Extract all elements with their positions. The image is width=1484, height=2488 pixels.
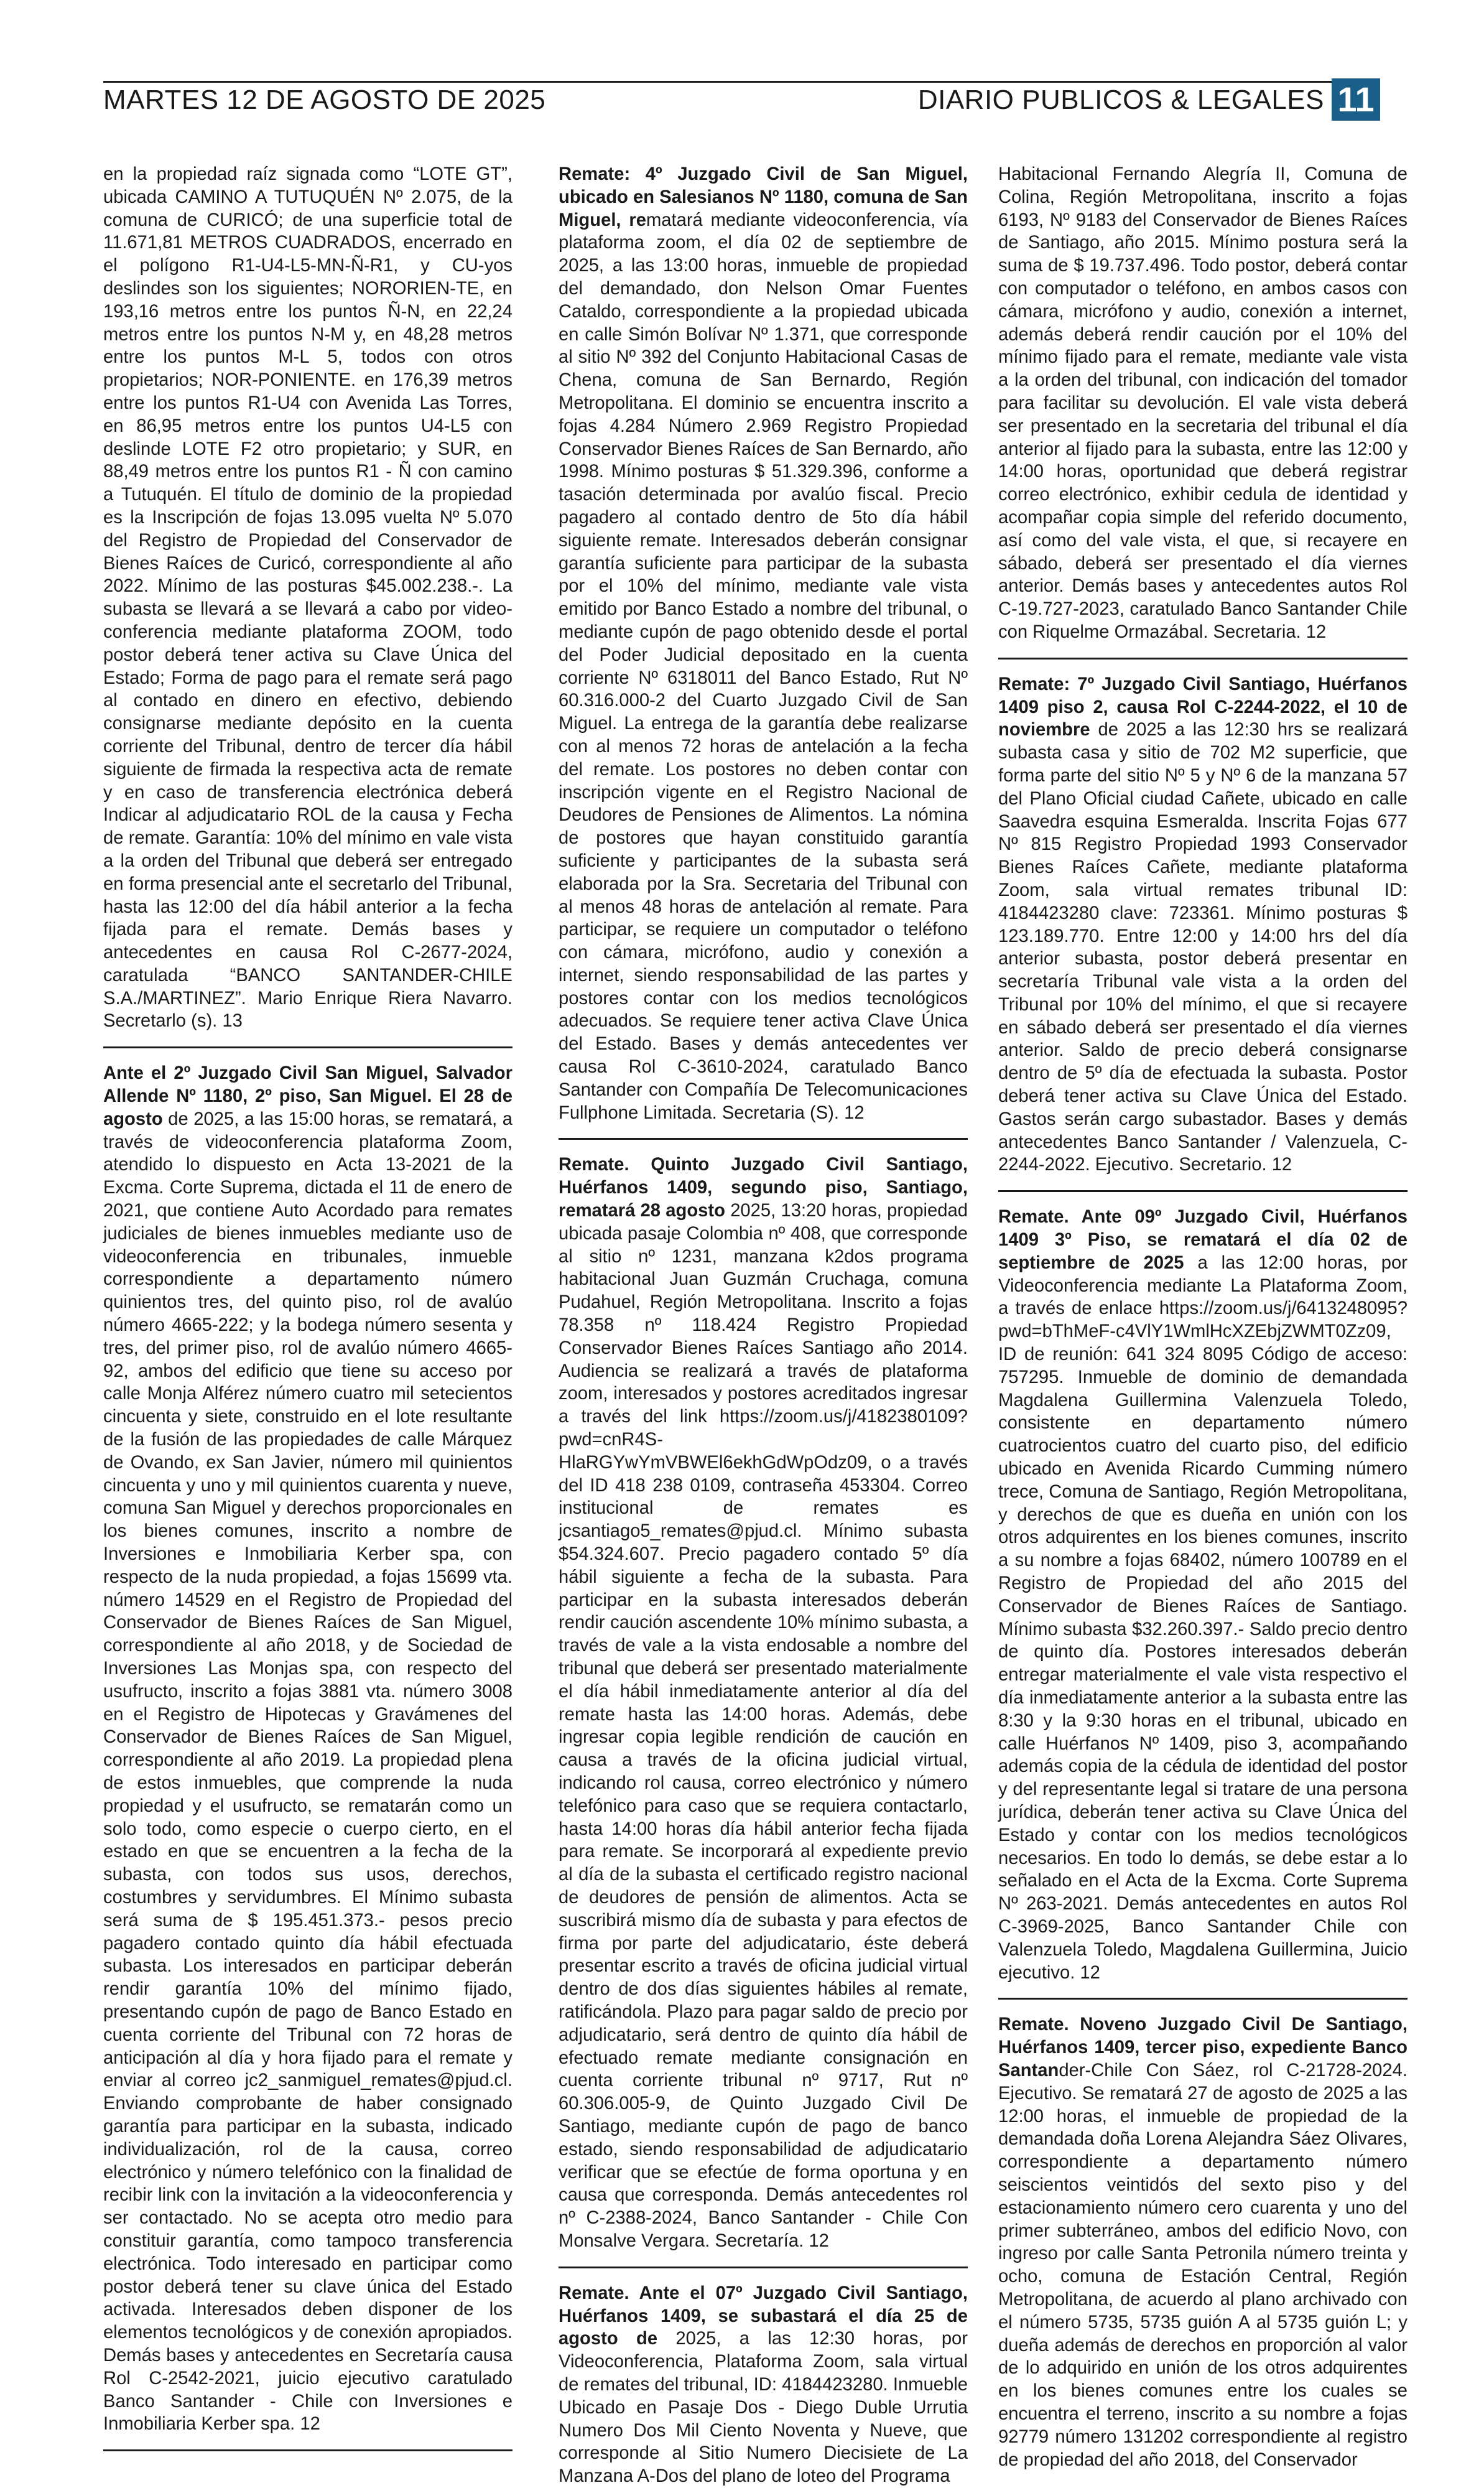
notice-title: Remate: 7º Juzgado Civil Santiago, Huérfanos 1409 piso 2, causa Rol C-2244-2022, el 10 de noviembre (998, 674, 1407, 740)
notice-body: Habitacional Fernando Alegría II, Comuna de Colina, Región Metropolitana, inscrito a fojas 6193, Nº 9183 del Conservador de Bienes Raíces de Santiago, año 2015. Mínimo postura será la suma de $ 19.737.496. Todo postor, deberá contar con computador o teléfono, en ambos casos con cámara, micrófono y audio, conexión a internet, además deberá rendir caución por el 10% del mínimo fijado para el remate, mediante vale vista a la orden del tribunal, con indicación del tomador para facilitar su devolución. El vale vista deberá ser presentado en la secretaria del tribunal el día anterior al fijado para la subasta, entre las 12:00 y 14:00 horas, oportunidad que deberá registrar correo electrónico, exhibir cedula de identidad y acompañar copia simple del referido documento, así como del vale vista, el que, si recayere en sábado, deberá ser presentado el día viernes anterior. Demás bases y antecedentes autos Rol C-19.727-2023, caratulado Banco Santander Chile con Riquelme Ormazábal. Secretaria. 12 (998, 164, 1407, 642)
column-3 (998, 163, 1407, 2471)
notice-body: der-Chile Con Sáez, rol C-21728-2024. Ejecutivo. Se rematará 27 de agosto de 2025 a las 12:00 horas, el inmueble de propiedad de la demandada doña Lorena Alejandra Sáez Olivares, correspondiente a departamento número seiscientos veintidós del sexto piso y del estacionamiento número cero cuarenta y uno del primer subterráneo, ambos del edificio Novo, con ingreso por calle Santa Petronila número treinta y ocho, comuna de Estación Central, Región Metropolitana, de acuerdo al plano archivado con el número 5735, 5735 guión A al 5735 guión L; y dueña además de derechos en proporción al valor de lo adquirido en unión de los otros adquirentes en los bienes comunes entre los cuales se encuentra el terreno, inscrito a su nombre a fojas 92779 número 131202 correspondiente al registro de propiedad del año 2018, del Conservador (998, 2060, 1407, 2470)
page-header (103, 78, 1380, 121)
notice-body: 2025, a las 12:30 horas, por Videoconferencia, Plataforma Zoom, sala virtual de remates del tribunal, ID: 4184423280. Inmueble Ubicado en Pasaje Dos - Diego Duble Urrutia Numero Dos Mil Ciento Noventa y Nueve, que corresponde al Sitio Numero Diecisiete de La Manzana A-Dos del plano de loteo del Programa (559, 2329, 968, 2487)
notice (998, 2013, 1407, 2471)
page-number-badge: 11 (1332, 78, 1380, 121)
column-2 (559, 163, 968, 2488)
notice-body: 2025, 13:20 horas, propiedad ubicada pasaje Colombia nº 408, que corresponde al sitio nº 1231, manzana k2dos programa habitacional Juan Guzmán Cruchaga, comuna Pudahuel, Región Metropolitana. Inscrito a fojas 78.358 nº 118.424 Registro Propiedad Conservador Bienes Raíces Santiago año 2014. Audiencia se realizará a través de plataforma zoom, interesados y postores acreditados ingresar a través del link https://zoom.us/j/4182380109?pwd=cnR4S-HlaRGYwYmVBWEl6ekhGdWpOdz09, o a través del ID 418 238 0109, contraseña 453304. Correo institucional de remates es jcsantiago5_remates@pjud.cl. Mínimo subasta $54.324.607. Precio pagadero contado 5º día hábil siguiente a fecha de la subasta. Para participar en la subasta interesados deberán rendir caución ascendente 10% mínimo subasta, a través de vale a la vista endosable a nombre del tribunal que deberá ser presentado materialmente el día hábil inmediatamente anterior al día del remate hasta las 14:00 horas. Además, debe ingresar copia legible rendición de caución en causa a través de la oficina judicial virtual, indicando rol causa, correo electrónico y número telefónico para caso que se requiera contactarlo, hasta 14:00 horas día hábil anterior fecha fijada para remate. Se incorporará al expediente previo al día de la subasta el certificado registro nacional de deudores de pensión de alimentos. Acta se suscribirá mismo día de subasta y para efectos de firma por parte del adjudicatario, éste deberá presentar escrito a través de oficina judicial virtual dentro de dos días siguientes hábiles al remate, ratificándola. Plazo para pagar saldo de precio por adjudicatario, será dentro de quinto día hábil de efectuado remate mediante consignación en cuenta corriente tribunal nº 9717, Rut nº 60.306.005-9, de Quinto Juzgado Civil De Santiago, mediante cupón de pago de banco estado, siendo responsabilidad de adjudicatario verificar que se efectúe de forma oportuna y en causa que corresponda. Demás antecedentes rol nº C-2388-2024, Banco Santander - Chile Con Monsalve Vergara. Secretaría. 12 (559, 1201, 968, 2251)
notice (998, 673, 1407, 1177)
notice-divider (998, 658, 1407, 659)
notice-divider (103, 1046, 512, 1048)
notice-body: a las 12:00 horas, por Videoconferencia mediante La Plataforma Zoom, a través de enlace https://zoom.us/j/6413248095?pwd=bThMeF-c4VlY1WmlHcXZEbjZWMT0Zz09, ID de reunión: 641 324 8095 Código de acceso: 757295. Inmueble de dominio de demandada Magdalena Guillermina Valenzuela Toledo, consistente en departamento número cuatrocientos cuatro del cuarto piso, del edificio ubicado en Avenida Ricardo Cumming número trece, Comuna de Santiago, Región Metropolitana, y derechos de que es dueña en unión con los otros adquirentes en los bienes comunes, inscrito a su nombre a fojas 68402, número 100789 en el Registro de Propiedad del año 2015 del Conservador de Bienes Raíces de Santiago. Mínimo subasta $32.260.397.- Saldo precio dentro de quinto día. Postores interesados deberán entregar materialmente el vale vista respectivo el día inmediatamente anterior a la subasta entre las 8:30 y la 9:30 horas en el tribunal, ubicado en calle Huérfanos Nº 1409, piso 3, acompañando además copia de la cédula de identidad del postor y del representante legal si tratare de una persona jurídica, deberán tener activa su Clave Única del Estado y contar con los medios tecnológicos necesarios. En todo lo demás, se debe estar a lo señalado en el Acta de la Excma. Corte Suprema Nº 263-2021. Demás antecedentes en autos Rol C-3969-2025, Banco Santander Chile con Valenzuela Toledo, Magdalena Guillermina, Juicio ejecutivo. 12 (998, 1252, 1407, 1983)
header-section-title: DIARIO PUBLICOS & LEGALES (917, 85, 1324, 115)
notice-title: Remate. Ante 09º Juzgado Civil, Huérfanos 1409 3º Piso, se rematará el día 02 de septiembre de 2025 (998, 1207, 1407, 1273)
notice-divider (998, 1998, 1407, 2000)
notice (998, 1206, 1407, 1984)
notice-title: Remate: 4º Juzgado Civil de San Miguel, ubicado en Salesianos Nº 1180, comuna de San Miguel, re (559, 164, 968, 230)
notice (998, 163, 1407, 644)
notice-divider (559, 1138, 968, 1140)
notice (559, 1153, 968, 2252)
header-date: MARTES 12 DE AGOSTO DE 2025 (103, 85, 546, 115)
notice-body: de 2025, a las 15:00 horas, se rematará, a través de videoconferencia plataforma Zoom, atendido lo dispuesto en Acta 13-2021 de la Excma. Corte Suprema, dictada el 11 de enero de 2021, que contiene Auto Acordado para remates judiciales de bienes inmuebles mediante uso de videoconferencia en tribunales, inmueble correspondiente a departamento número quinientos tres, del quinto piso, rol de avalúo número 4665-222; y la bodega número sesenta y tres, del primer piso, rol de avalúo número 4665-92, ambos del edificio que tiene su acceso por calle Monja Alférez número cuatro mil setecientos cincuenta y siete, construido en el lote resultante de la fusión de las propiedades de calle Márquez de Ovando, ex San Javier, número mil quinientos cincuenta y uno y mil quinientos cuarenta y nueve, comuna San Miguel y derechos proporcionales en los bienes comunes, inscrito a nombre de Inversiones e Inmobiliaria Kerber spa, con respecto de la nuda propiedad, a fojas 15699 vta. número 14529 en el Registro de Propiedad del Conservador de Bienes Raíces de San Miguel, correspondiente al año 2018, y de Sociedad de Inversiones Las Monjas spa, con respecto del usufructo, inscrito a fojas 3881 vta. número 3008 en el Registro de Hipotecas y Gravámenes del Conservador de Bienes Raíces de San Miguel, correspondiente al año 2019. La propiedad plena de estos inmuebles, que comprende la nuda propiedad y el usufructo, se rematarán como un solo todo, como especie o cuerpo cierto, en el estado en que se encuentren a la fecha de la subasta, con todos sus usos, derechos, costumbres y servidumbres. El Mínimo subasta será suma de $ 195.451.373.- pesos precio pagadero contado quinto día hábil efectuada subasta. Los interesados en participar deberán rendir garantía 10% del mínimo fijado, presentando cupón de pago de Banco Estado en cuenta corriente del Tribunal con 72 horas de anticipación al día y hora fijado para el remate y enviar al correo jc2_sanmiguel_remates@pjud.cl. Enviando comprobante de haber consignado garantía para participar en la subasta, indicado individualización, rol de la causa, correo electrónico y número telefónico con la finalidad de recibir link con la invitación a la videoconferencia y ser contactado. No se acepta otro medio para constituir garantía, como tampoco transferencia electrónica. Todo interesado en participar como postor deberá tener su clave única del Estado activada. Interesados deben disponer de los elementos tecnológicos y de conexión apropiados. Demás bases y antecedentes en Secretaría causa Rol C-2542-2021, juicio ejecutivo caratulado Banco Santander - Chile con Inversiones e Inmobiliaria Kerber spa. 12 (103, 1109, 512, 2434)
notice (103, 1062, 512, 2436)
notice-title: Ante el 2º Juzgado Civil San Miguel, Salvador Allende Nº 1180, 2º piso, San Miguel. El 28 de agosto (103, 1063, 512, 1129)
notice-title: Remate. Noveno Juzgado Civil De Santiago, Huérfanos 1409, tercer piso, expediente Banco Santan (998, 2015, 1407, 2080)
notice (559, 2282, 968, 2488)
notice-divider (998, 1190, 1407, 1192)
column-1 (103, 163, 512, 2465)
notice (103, 163, 512, 1033)
notice-title: Remate. Quinto Juzgado Civil Santiago, Huérfanos 1409, segundo piso, Santiago, rematará 28 agosto (559, 1155, 968, 1221)
notice-divider (103, 2449, 512, 2451)
notice-title: Remate. Ante el 07º Juzgado Civil Santiago, Huérfanos 1409, se subastará el día 25 de agosto de (559, 2283, 968, 2349)
notice-body: matará mediante videoconferencia, vía plataforma zoom, el día 02 de septiembre de 2025, a las 13:00 horas, inmueble de propiedad del demandado, don Nelson Omar Fuentes Cataldo, correspondiente a la propiedad ubicada en calle Simón Bolívar Nº 1.371, que corresponde al sitio Nº 392 del Conjunto Habitacional Casas de Chena, comuna de San Bernardo, Región Metropolitana. El dominio se encuentra inscrito a fojas 4.284 Número 2.969 Registro Propiedad Conservador Bienes Raíces de San Bernardo, año 1998. Mínimo posturas $ 51.329.396, conforme a tasación determinada por avalúo fiscal. Precio pagadero al contado dentro de 5to día hábil siguiente remate. Interesados deberán consignar garantía suficiente para participar de la subasta por el 10% del mínimo, mediante vale vista emitido por Banco Estado a nombre del tribunal, o mediante cupón de pago obtenido desde el portal del Poder Judicial depositado en la cuenta corriente Nº 6318011 del Banco Estado, Rut Nº 60.316.000-2 del Cuarto Juzgado Civil de San Miguel. La entrega de la garantía debe realizarse con al menos 72 horas de antelación a la fecha del remate. Los postores no deben contar con inscripción vigente en el Registro Nacional de Deudores de Pensiones de Alimentos. La nómina de postores que hayan constituido garantía suficiente y participantes de la subasta será elaborada por la Sra. Secretaria del Tribunal con al menos 48 horas de antelación al remate. Para participar, se requiere un computador o teléfono con cámara, micrófono, audio y conexión a internet, siendo responsabilidad de las partes y postores contar con los medios tecnológicos adecuados. Se requiere tener activa Clave Única del Estado. Bases y demás antecedentes ver causa Rol C-3610-2024, caratulado Banco Santander con Compañía De Telecomunicaciones Fullphone Limitada. Secretaria (S). 12 (559, 210, 968, 1123)
notice (559, 163, 968, 1124)
notice-body: en la propiedad raíz signada como “LOTE GT”, ubicada CAMINO A TUTUQUÉN Nº 2.075, de la comuna de CURICÓ; de una superficie total de 11.671,81 METROS CUADRADOS, encerrado en el polígono R1-U4-L5-MN-Ñ-R1, y CU-yos deslindes son los siguientes; NORORIEN-TE, en 193,16 metros entre los puntos Ñ-N, en 22,24 metros entre los puntos N-M y, en 48,28 metros entre los puntos M-L 5, todos con otros propietarios; NOR-PONIENTE. en 176,39 metros entre los puntos R1-U4 con Avenida Las Torres, en 86,95 metros entre los puntos U4-L5 con deslinde LOTE F2 otro propietario; y SUR, en 88,49 metros entre los puntos R1 - Ñ con camino a Tutuquén. El título de dominio de la propiedad es la Inscripción de fojas 13.095 vuelta Nº 5.070 del Registro de Propiedad del Conservador de Bienes Raíces de Curicó, correspondiente al año 2022. Mínimo de las posturas $45.002.238.-. La subasta se llevará a se llevará a cabo por video-conferencia mediante plataforma ZOOM, todo postor deberá tener activa su Clave Única del Estado; Forma de pago para el remate será pago al contado en dinero en efectivo, debiendo consignarse mediante depósito en la cuenta corriente del Tribunal, dentro de tercer día hábil siguiente de firmada la respectiva acta de remate y en caso de transferencia electrónica deberá Indicar al adjudicatario ROL de la causa y Fecha de remate. Garantía: 10% del mínimo en vale vista a la orden del Tribunal que deberá ser entregado en forma presencial ante el secretarlo del Tribunal, hasta las 12:00 del día hábil anterior a la fecha fijada para el remate. Demás bases y antecedentes en causa Rol C-2677-2024, caratulada “BANCO SANTANDER-CHILE S.A./MARTINEZ”. Mario Enrique Riera Navarro. Secretarlo (s). 13 (103, 164, 512, 1032)
notice-body: de 2025 a las 12:30 hrs se realizará subasta casa y sitio de 702 M2 superficie, que forma parte del sitio Nº 5 y Nº 6 de la manzana 57 del Plano Oficial ciudad Cañete, ubicado en calle Saavedra esquina Esmeralda. Inscrita Fojas 677 Nº 815 Registro Propiedad 1993 Conservador Bienes Raíces Cañete, mediante plataforma Zoom, sala virtual remates tribunal ID: 4184423280 clave: 723361. Mínimo posturas $ 123.189.770. Entre 12:00 y 14:00 hrs del día anterior subasta, postor deberá presentar en secretaría Tribunal vale vista a la orden del Tribunal por 10% del mínimo, el que si recayere en sábado deberá ser presentado el día viernes anterior. Saldo de precio deberá consignarse dentro de 5º día de efectuada la subasta. Postor deberá tener activa su Clave Única del Estado. Gastos serán cargo subastador. Bases y demás antecedentes Banco Santander / Valenzuela, C-2244-2022. Ejecutivo. Secretario. 12 (998, 720, 1407, 1175)
notice-divider (559, 2267, 968, 2268)
